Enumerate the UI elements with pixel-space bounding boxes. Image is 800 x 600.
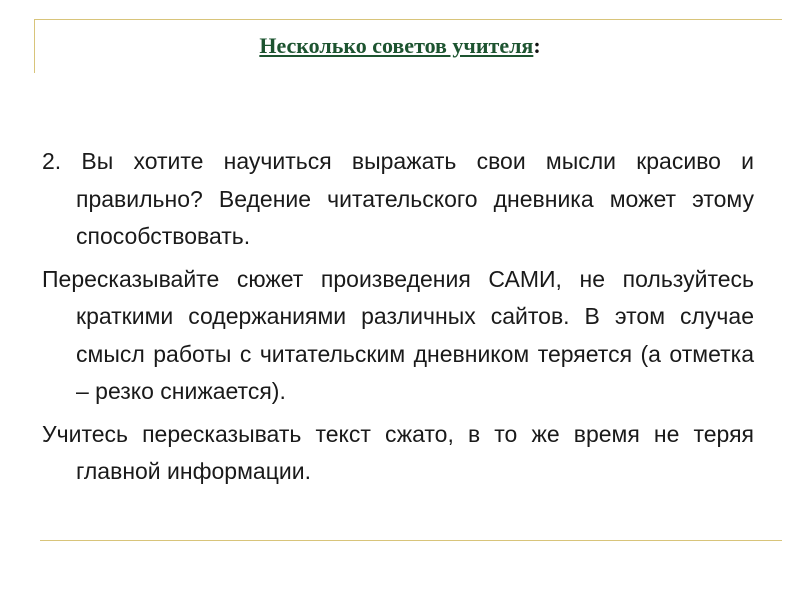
paragraph-retell-yourself: Пересказывайте сюжет произведения САМИ, не пользуйтесь краткими содержаниями различных сайтов. В этом случае смысл работы с читательским дневником теряется (а отметка – резко снижается). [42, 265, 754, 404]
slide-title-text: Несколько советов учителя [259, 33, 534, 58]
slide-title [0, 32, 800, 60]
frame-top-line [34, 19, 782, 20]
slide-body [42, 143, 754, 496]
slide-title-colon: : [533, 33, 541, 58]
paragraph-retell-concisely: Учитесь пересказывать текст сжато, в то же время не теряя главной информации. [42, 420, 754, 484]
paragraph-tip-expression: 2. Вы хотите научиться выражать свои мысли красиво и правильно? Ведение читательского дневника может этому способствовать. [42, 148, 754, 249]
frame-bottom-line [40, 540, 782, 541]
